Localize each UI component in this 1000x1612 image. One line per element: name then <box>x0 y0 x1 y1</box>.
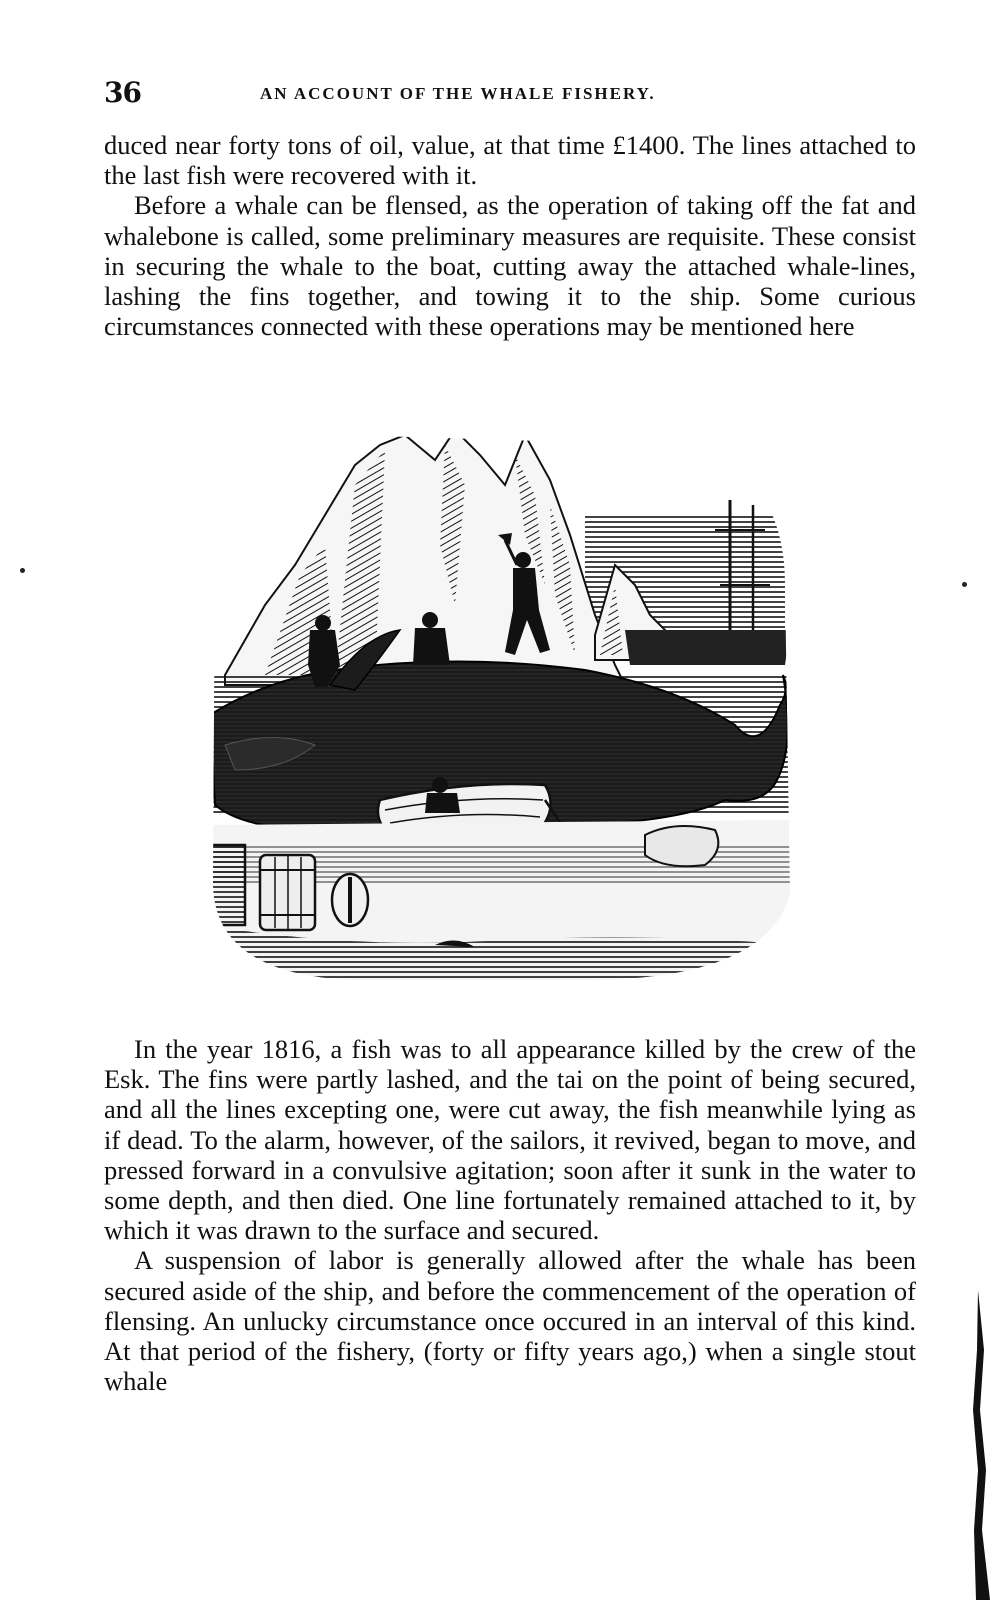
running-head: AN ACCOUNT OF THE WHALE FISHERY. <box>260 84 656 103</box>
paragraph-2: Before a whale can be flensed, as the operation of taking off the fat and whalebone is called, some preliminary measures are requisite. These consist in securing the whale to the boat, cutting away the attached whale-lines, lashing the fins together, and towing it to the ship. Some curious circumstances connected with these operations may be mentioned here <box>104 190 916 342</box>
paragraph-1: duced near forty tons of oil, value, at that time £1400. The lines attached to the last fish were recovered with it. <box>104 130 916 191</box>
text-block-bottom <box>104 1034 916 1396</box>
whale-engraving-svg <box>205 425 795 985</box>
text-block-top <box>104 130 916 341</box>
print-speck <box>20 568 25 573</box>
page-edge-shadow <box>968 1290 992 1600</box>
paragraph-4: A suspension of labor is generally allowed after the whale has been secured aside of the ship, and before the commencement of the operation of flensing. An unlucky circumstance once occured in an interval of this kind. At that period of the fishery, (forty or fifty years ago,) when a single stout whale <box>104 1245 916 1397</box>
page-number: 36 <box>104 76 141 109</box>
whale-engraving <box>205 425 795 985</box>
print-speck <box>962 582 967 587</box>
paragraph-3: In the year 1816, a fish was to all appearance killed by the crew of the Esk. The fins were partly lashed, and the tai on the point of being secured, and all the lines excepting one, were cut away, the fish meanwhile lying as if dead. To the alarm, however, of the sailors, it revived, began to move, and pressed forward in a convulsive agitation; soon after it sunk in the water to some depth, and then died. One line fortunately remained attached to it, by which it was drawn to the surface and secured. <box>104 1034 916 1246</box>
page-header <box>104 76 764 116</box>
